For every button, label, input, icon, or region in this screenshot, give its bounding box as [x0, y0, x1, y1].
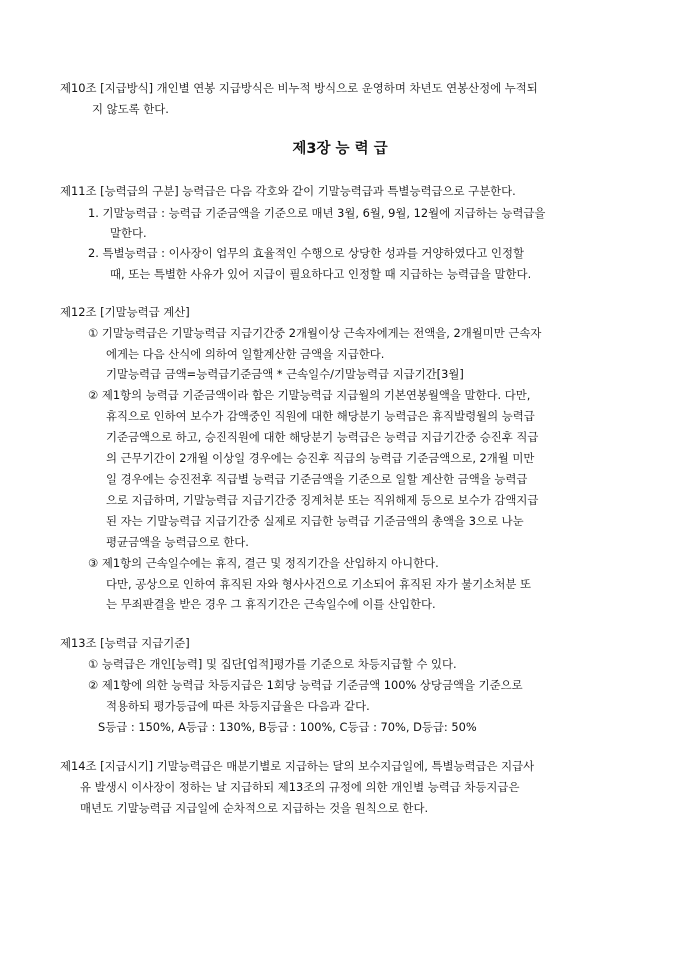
article-14-line-2: 유 발생시 이사장이 정하는 날 지급하되 제13조의 규정에 의한 개인별 능력급 차등지급은 [80, 780, 520, 794]
article-12-para-2-line-6: 으로 지급하며, 기말능력급 지급기간중 징계처분 또는 직위해제 등으로 보수가 감액지급 [106, 493, 539, 507]
article-12-para-3-line-1: ③ 제1항의 근속일수에는 휴직, 결근 및 정직기간을 산입하지 아니한다. [88, 556, 439, 570]
article-12-para-2-line-7: 된 자는 기말능력급 지급기간중 실제로 지급한 능력급 기준금액의 총액을 3으로 나눈 [106, 514, 524, 528]
article-10-line-2: 지 않도록 한다. [92, 102, 169, 116]
article-12-para-2-line-3: 기준금액으로 하고, 승진직원에 대한 해당분기 능력급은 능력급 지급기간중 승진후 직급 [106, 430, 539, 444]
chapter-title: 제3장 능 력 급 [292, 141, 388, 157]
article-13-grade-rates: S등급 : 150%, A등급 : 130%, B등급 : 100%, C등급 : 70%, D등급: 50% [98, 720, 477, 734]
article-12-para-2-line-2: 휴직으로 인하여 보수가 감액중인 직원에 대한 해당분기 능력급은 휴직발령월의 능력급 [106, 409, 535, 423]
article-11-heading: 제11조 [능력급의 구분] 능력급은 다음 각호와 같이 기말능력급과 특별능력급으로 구분한다. [60, 184, 516, 198]
article-14-line-1: 제14조 [지급시기] 기말능력급은 매분기별로 지급하는 달의 보수지급일에, 특별능력급은 지급사 [60, 759, 535, 773]
article-11-item-2-line-1: 2. 특별능력급 : 이사장이 업무의 효율적인 수행으로 상당한 성과를 거양하였다고 인정할 [88, 246, 525, 260]
article-11-item-1-line-1: 1. 기말능력급 : 능력급 기준금액을 기준으로 매년 3월, 6월, 9월, 12월에 지급하는 능력급을 [88, 206, 546, 220]
article-13-para-1-line-1: ① 능력급은 개인[능력] 및 집단[업적]평가를 기준으로 차등지급할 수 있다. [88, 657, 457, 671]
article-11-item-1-line-2: 말한다. [110, 226, 147, 240]
article-12-heading: 제12조 [기말능력급 계산] [60, 305, 190, 319]
article-12-para-1-line-2: 에게는 다음 산식에 의하여 일할계산한 금액을 지급한다. [106, 347, 385, 361]
article-12-para-2-line-5: 일 경우에는 승진전후 직급별 능력급 기준금액을 기준으로 일할 계산한 금액을 능력급 [106, 472, 528, 486]
article-13-heading: 제13조 [능력급 지급기준] [60, 636, 190, 650]
article-12-formula: 기말능력급 금액=능력급기준금액 * 근속일수/기말능력급 지급기간[3월] [106, 367, 464, 381]
article-13-para-2-line-1: ② 제1항에 의한 능력급 차등지급은 1회당 능력급 기준금액 100% 상당금액을 기준으로 [88, 678, 523, 692]
article-12-para-2-line-1: ② 제1항의 능력급 기준금액이라 함은 기말능력급 지급월의 기본연봉월액을 말한다. 다만, [88, 388, 531, 402]
article-12-para-2-line-8: 평균금액을 능력급으로 한다. [106, 535, 249, 549]
article-12-para-3-line-2: 다만, 공상으로 인하여 휴직된 자와 형사사건으로 기소되어 휴직된 자가 불기소처분 또 [106, 577, 531, 591]
article-12-para-3-line-3: 는 무죄판결을 받은 경우 그 휴직기간은 근속일수에 이를 산입한다. [106, 597, 436, 611]
article-12-para-1-line-1: ① 기말능력급은 기말능력급 지급기간중 2개월이상 근속자에게는 전액을, 2개월미만 근속자 [88, 326, 542, 340]
article-11-item-2-line-2: 때, 또는 특별한 사유가 있어 지급이 필요하다고 인정할 때 지급하는 능력급을 말한다. [110, 267, 532, 281]
article-13-para-2-line-2: 적용하되 평가등급에 따른 차등지급율은 다음과 같다. [106, 699, 370, 713]
article-14-line-3: 매년도 기말능력급 지급일에 순차적으로 지급하는 것을 원칙으로 한다. [80, 801, 429, 815]
article-12-para-2-line-4: 의 근무기간이 2개월 이상일 경우에는 승진후 직급의 능력급 기준금액으로, 2개월 미만 [106, 451, 535, 465]
article-10-line-1: 제10조 [지급방식] 개인별 연봉 지급방식은 비누적 방식으로 운영하며 차년도 연봉산정에 누적되 [60, 81, 538, 95]
